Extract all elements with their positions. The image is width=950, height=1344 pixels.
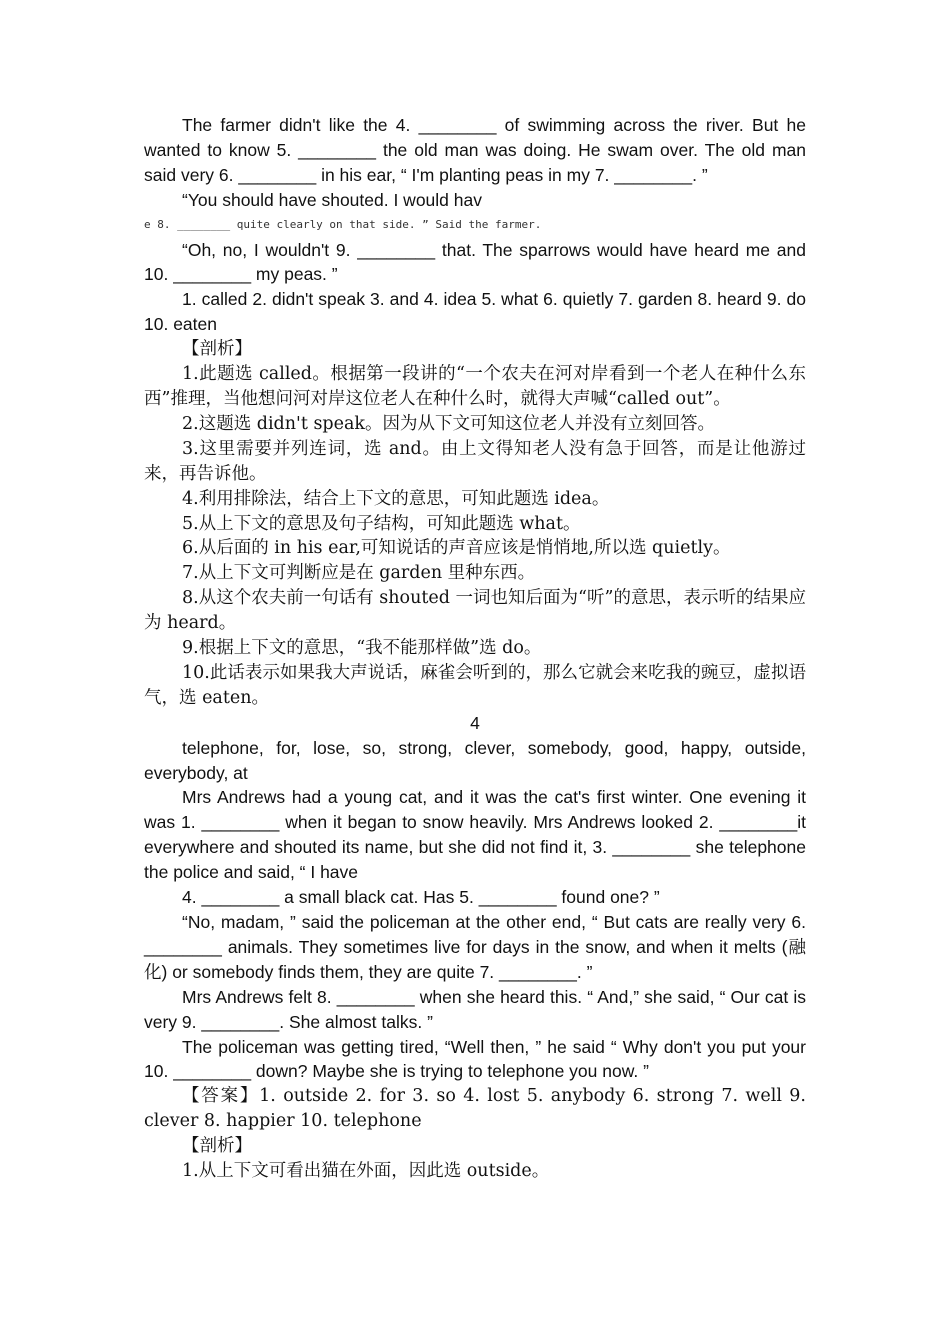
answer-key: 【答案】1. outside 2. for 3. so 4. lost 5. anybody 6. strong 7. well 9. clever 8. happier 10. telephone bbox=[144, 1086, 806, 1132]
story-paragraph: The farmer didn't like the 4. ________ of swimming across the river. But he wanted to know 5. ________ the old man was doing. He swam over. The old man said very 6. ________ in his ear, “ I'm planting peas in my 7. ________. ” bbox=[144, 115, 806, 185]
word-bank: telephone, for, lose, so, strong, clever, somebody, good, happy, outside, everybody, at bbox=[144, 737, 806, 783]
story-paragraph: Mrs Andrews felt 8. ________ when she heard this. “ And,” she said, “ Our cat is very 9. ________. She almost talks. ” bbox=[144, 986, 806, 1032]
story-paragraph: “You should have shouted. I would hav bbox=[182, 189, 482, 210]
analysis-heading: 【剖析】 bbox=[182, 339, 252, 360]
document-page bbox=[144, 113, 806, 1184]
analysis-item: 4.利用排除法，结合上下文的意思，可知此题选 idea。 bbox=[182, 488, 610, 509]
analysis-item: 6.从后面的 in his ear,可知说话的声音应该是悄悄地,所以选 quietly。 bbox=[182, 538, 731, 559]
story-paragraph: “No, madam, ” said the policeman at the other end, “ But cats are really very 6. ________ animals. They sometimes live for days in the snow, and when it melts (融化) or somebody finds them, they are quite 7. ________. ” bbox=[144, 912, 806, 982]
analysis-item: 9.根据上下文的意思，“我不能那样做”选 do。 bbox=[182, 638, 542, 659]
analysis-item: 10.此话表示如果我大声说话，麻雀会听到的，那么它就会来吃我的豌豆，虚拟语气，选 eaten。 bbox=[144, 662, 806, 708]
analysis-item: 7.从上下文可判断应是在 garden 里种东西。 bbox=[182, 563, 536, 584]
analysis-item: 1.此题选 called。根据第一段讲的“一个农夫在河对岸看到一个老人在种什么东西”推理，当他想问河对岸这位老人在种什么时，就得大声喊“called out”。 bbox=[144, 364, 806, 409]
story-paragraph-small: e 8. ________ quite clearly on that side. ” Said the farmer. bbox=[144, 217, 542, 231]
story-paragraph: Mrs Andrews had a young cat, and it was the cat's first winter. One evening it was 1. ________ when it began to snow heavily. Mrs Andrews looked 2. ________it everywhere and shouted its name, but she did not find it, 3. ________ she telephone the police and said, “ I have bbox=[144, 787, 806, 883]
analysis-item: 3.这里需要并列连词，选 and。由上文得知老人没有急于回答，而是让他游过来，再告诉他。 bbox=[144, 438, 806, 484]
story-paragraph: “Oh, no, I wouldn't 9. ________ that. The sparrows would have heard me and 10. ________ my peas. ” bbox=[144, 239, 806, 285]
story-paragraph: 4. ________ a small black cat. Has 5. ________ found one? ” bbox=[182, 887, 660, 908]
analysis-heading: 【剖析】 bbox=[182, 1136, 252, 1157]
analysis-item: 2.这题选 didn't speak。因为从下文可知这位老人并没有立刻回答。 bbox=[182, 413, 716, 434]
analysis-item: 1.从上下文可看出猫在外面，因此选 outside。 bbox=[182, 1161, 550, 1182]
analysis-item: 5.从上下文的意思及句子结构，可知此题选 what。 bbox=[182, 513, 581, 534]
answer-key: 1. called 2. didn't speak 3. and 4. idea 5. what 6. quietly 7. garden 8. heard 9. do 10. eaten bbox=[144, 289, 806, 335]
story-paragraph: The policeman was getting tired, “Well then, ” he said “ Why don't you put your 10. ________ down? Maybe she is trying to telephone you now. ” bbox=[144, 1036, 806, 1082]
section-number: 4 bbox=[470, 712, 480, 733]
analysis-item: 8.从这个农夫前一句话有 shouted 一词也知后面为“听”的意思，表示听的结果应为 heard。 bbox=[144, 588, 806, 634]
